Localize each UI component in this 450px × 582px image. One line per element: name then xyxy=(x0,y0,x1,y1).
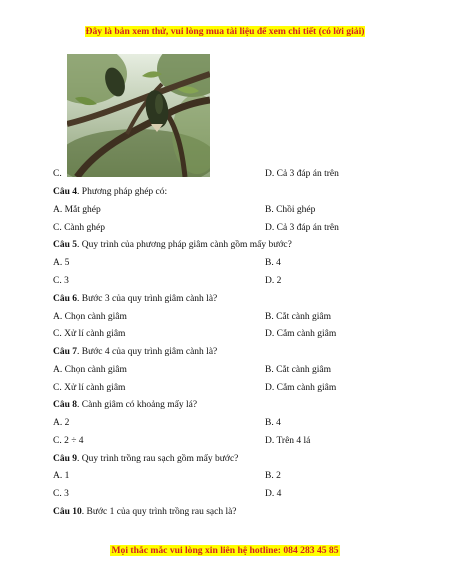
q8-options-row-2 xyxy=(53,434,413,448)
q5-options-row-2 xyxy=(53,274,413,288)
q5-options-row-1 xyxy=(53,256,413,270)
question-text: . Phương pháp ghép có: xyxy=(77,187,168,197)
q3-options-row xyxy=(53,167,413,181)
option-b: B. 4 xyxy=(265,418,281,428)
option-c: C. 2 ÷ 4 xyxy=(53,436,84,446)
question-10 xyxy=(53,505,413,519)
option-b: B. Cắt cành giâm xyxy=(265,365,331,375)
option-b: B. Chồi ghép xyxy=(265,205,316,215)
grafted-fruit-branch-photo xyxy=(67,54,210,177)
option-d: D. Cắm cành giâm xyxy=(265,329,337,339)
photo-illustration xyxy=(67,54,210,177)
question-9 xyxy=(53,452,413,466)
question-4 xyxy=(53,185,413,199)
q3-option-d: D. Cả 3 đáp án trên xyxy=(265,169,339,179)
hotline-text: Mọi thắc mắc vui lòng xin liên hệ hotline: 084 283 45 85 xyxy=(111,545,339,556)
option-c: C. Cành ghép xyxy=(53,223,105,233)
option-a: A. Chọn cành giâm xyxy=(53,312,127,322)
question-text: . Bước 4 của quy trình giâm cành là? xyxy=(77,347,218,357)
question-text: . Cành giâm có khoảng mấy lá? xyxy=(77,400,198,410)
hotline-banner xyxy=(0,545,450,556)
question-label: Câu 6 xyxy=(53,294,78,304)
option-d: D. 4 xyxy=(265,489,282,499)
option-b: B. Cắt cành giâm xyxy=(265,312,331,322)
question-text: . Bước 1 của quy trình trồng rau sạch là? xyxy=(81,507,237,517)
option-d: D. Trên 4 lá xyxy=(265,436,311,446)
question-7 xyxy=(53,345,413,359)
question-text: . Quy trình của phương pháp giâm cành gồm mấy bước? xyxy=(77,240,292,250)
option-c: C. Xử lí cành giâm xyxy=(53,383,126,393)
option-a: A. 1 xyxy=(53,471,70,481)
q6-options-row-2 xyxy=(53,327,413,341)
question-5 xyxy=(53,238,413,252)
question-8 xyxy=(53,398,413,412)
question-label: Câu 8 xyxy=(53,400,78,410)
q9-options-row-2 xyxy=(53,487,413,501)
question-6 xyxy=(53,292,413,306)
preview-notice-text: Đây là bản xem thử, vui lòng mua tài liệu để xem chi tiết (có lời giải) xyxy=(85,26,365,37)
q4-options-row-1 xyxy=(53,203,413,217)
question-label: Câu 4 xyxy=(53,187,78,197)
question-text: . Quy trình trồng rau sạch gồm mấy bước? xyxy=(77,454,239,464)
option-c: C. 3 xyxy=(53,489,69,499)
question-text: . Bước 3 của quy trình giâm cành là? xyxy=(77,294,218,304)
question-label: Câu 9 xyxy=(53,454,78,464)
question-label: Câu 7 xyxy=(53,347,78,357)
q8-options-row-1 xyxy=(53,416,413,430)
question-label: Câu 5 xyxy=(53,240,78,250)
option-c: C. Xử lí cành giâm xyxy=(53,329,126,339)
option-b: B. 4 xyxy=(265,258,281,268)
option-d: D. Cả 3 đáp án trên xyxy=(265,223,339,233)
option-b: B. 2 xyxy=(265,471,281,481)
option-c: C. 3 xyxy=(53,276,69,286)
option-d: D. Cắm cành giâm xyxy=(265,383,337,393)
option-a: A. Mắt ghép xyxy=(53,205,101,215)
q7-options-row-2 xyxy=(53,381,413,395)
q4-options-row-2 xyxy=(53,221,413,235)
q3-option-c: C. xyxy=(53,169,62,179)
option-a: A. 2 xyxy=(53,418,70,428)
q9-options-row-1 xyxy=(53,469,413,483)
option-a: A. 5 xyxy=(53,258,70,268)
q6-options-row-1 xyxy=(53,310,413,324)
option-a: A. Chọn cành giâm xyxy=(53,365,127,375)
preview-notice-banner xyxy=(0,26,450,37)
q7-options-row-1 xyxy=(53,363,413,377)
question-label: Câu 10 xyxy=(53,507,82,517)
option-d: D. 2 xyxy=(265,276,282,286)
